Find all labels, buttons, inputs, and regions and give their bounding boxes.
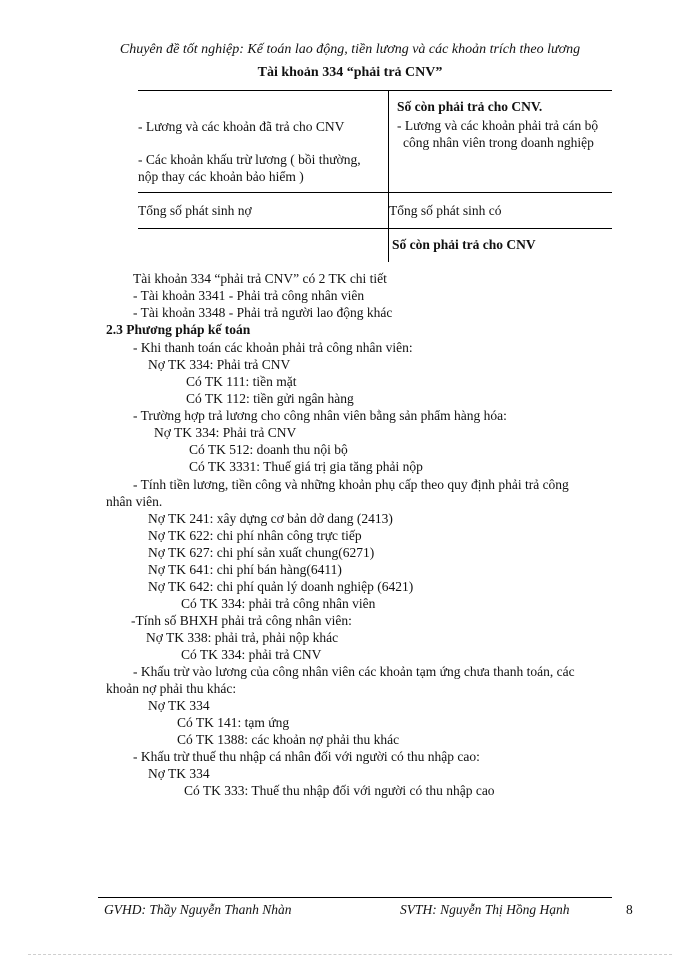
text-line: Nợ TK 627: chi phí sản xuất chung(6271) [148, 545, 375, 560]
account-title: Tài khoản 334 “phải trả CNV” [257, 65, 443, 80]
text-line: Nợ TK 338: phải trả, phải nộp khác [146, 630, 339, 645]
text-line: nhân viên. [106, 494, 163, 509]
text-line: Nợ TK 334 [148, 766, 210, 781]
text-line: Có TK 334: phải trả CNV [181, 647, 322, 662]
text-line: Nợ TK 241: xây dựng cơ bản dở dang (2413) [148, 511, 393, 526]
text-line: Nợ TK 622: chi phí nhân công trực tiếp [148, 528, 362, 543]
text-line: Có TK 3331: Thuế giá trị gia tăng phải nộp [189, 459, 423, 474]
text-line: Có TK 333: Thuế thu nhập đối với người có thu nhập cao [184, 783, 495, 798]
t-center-rule [388, 90, 389, 262]
text-line: - Khi thanh toán các khoản phải trả công nhân viên: [133, 340, 413, 355]
t-total-rule [138, 228, 612, 229]
page-number: 8 [626, 902, 633, 917]
credit-balance: Số còn phải trả cho CNV [392, 237, 536, 252]
t-mid-rule [138, 192, 612, 193]
debit-item: nộp thay các khoản bảo hiểm ) [138, 169, 304, 184]
footer-supervisor: GVHD: Thầy Nguyễn Thanh Nhàn [104, 902, 292, 917]
text-line: Tài khoản 334 “phải trả CNV” có 2 TK chi tiết [133, 271, 387, 286]
text-line: Có TK 111: tiền mặt [186, 374, 297, 389]
credit-item: - Lương và các khoản phải trả cán bộ [397, 118, 599, 133]
debit-item: - Các khoản khấu trừ lương ( bồi thường, [138, 152, 361, 167]
text-line: - Tính tiền lương, tiền công và những khoản phụ cấp theo quy định phải trả công [133, 477, 569, 492]
running-header: Chuyên đề tốt nghiệp: Kế toán lao động, tiền lương và các khoản trích theo lương [119, 42, 581, 57]
text-line: -Tính số BHXH phải trả công nhân viên: [131, 613, 352, 628]
text-line: - Tài khoản 3348 - Phải trả người lao động khác [133, 305, 393, 320]
text-line: Nợ TK 334: Phải trả CNV [148, 357, 291, 372]
credit-heading: Số còn phải trả cho CNV. [397, 99, 543, 114]
text-line: Có TK 141: tạm ứng [177, 715, 290, 730]
section-heading: 2.3 Phương pháp kế toán [106, 322, 251, 337]
footer-rule [98, 897, 612, 898]
text-line: - Trường hợp trả lương cho công nhân viên bằng sản phẩm hàng hóa: [133, 408, 507, 423]
text-line: Nợ TK 334: Phải trả CNV [154, 425, 297, 440]
text-line: Có TK 1388: các khoản nợ phải thu khác [177, 732, 400, 747]
text-line: Có TK 512: doanh thu nội bộ [189, 442, 348, 457]
footer-student: SVTH: Nguyễn Thị Hồng Hạnh [400, 902, 570, 917]
text-line: Nợ TK 334 [148, 698, 210, 713]
text-line: khoản nợ phải thu khác: [106, 681, 237, 696]
debit-item: - Lương và các khoản đã trả cho CNV [138, 119, 345, 134]
credit-item: công nhân viên trong doanh nghiệp [403, 135, 594, 150]
t-top-rule [138, 90, 612, 91]
text-line: Nợ TK 642: chi phí quản lý doanh nghiệp (6421) [148, 579, 414, 594]
text-line: Có TK 112: tiền gửi ngân hàng [186, 391, 354, 406]
debit-total: Tổng số phát sinh nợ [138, 203, 252, 218]
text-line: Nợ TK 641: chi phí bán hàng(6411) [148, 562, 342, 577]
text-line: - Khấu trừ vào lương của công nhân viên các khoản tạm ứng chưa thanh toán, các [133, 664, 575, 679]
credit-total: Tổng số phát sinh có [389, 203, 502, 218]
text-line: - Tài khoản 3341 - Phải trả công nhân viên [133, 288, 365, 303]
text-line: Có TK 334: phải trả công nhân viên [181, 596, 376, 611]
page-edge [28, 954, 672, 955]
text-line: - Khấu trừ thuế thu nhập cá nhân đối với người có thu nhập cao: [133, 749, 480, 764]
